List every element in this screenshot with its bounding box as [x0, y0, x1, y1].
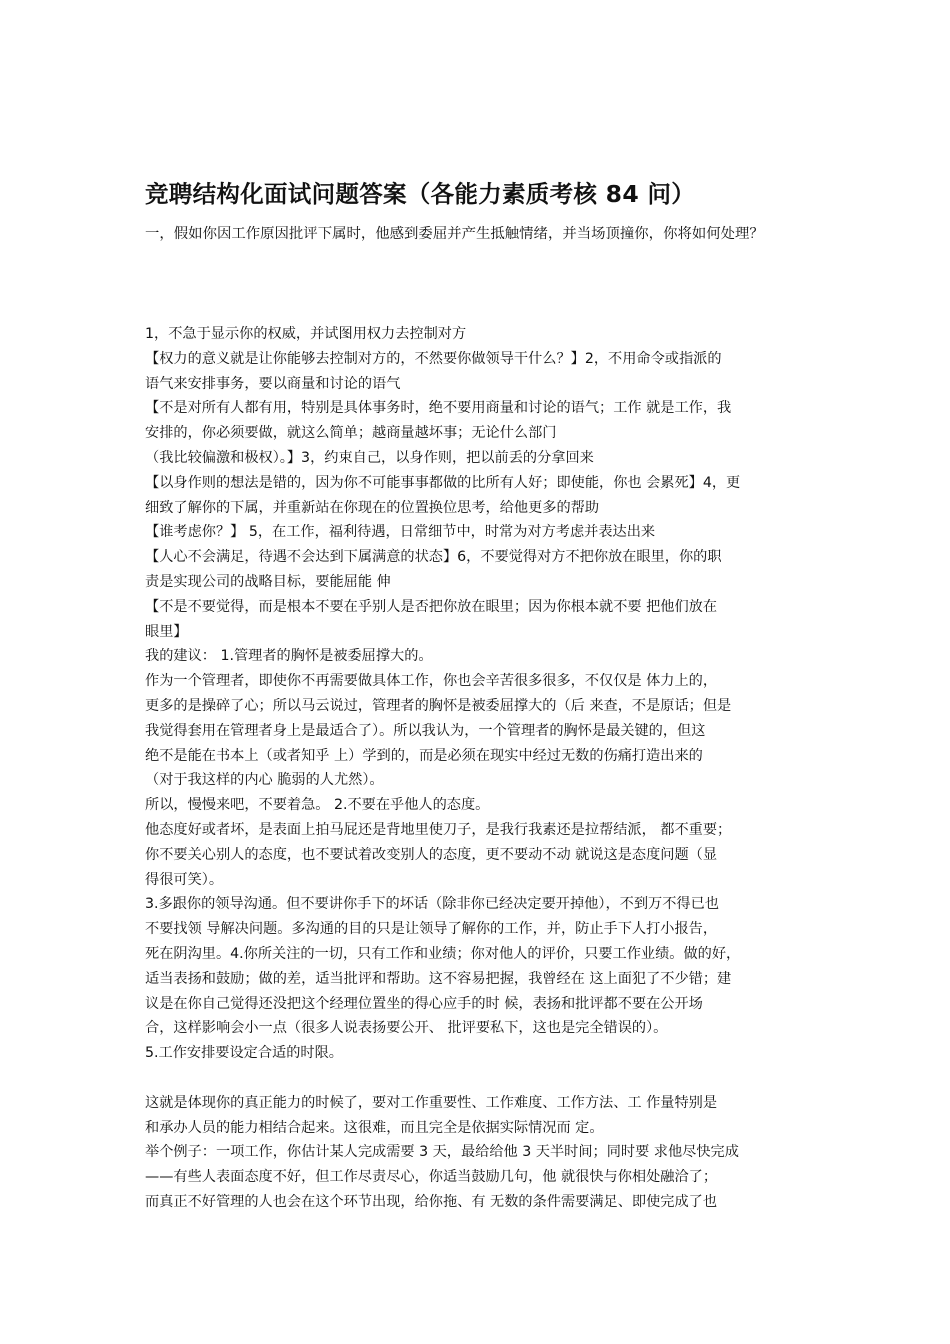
body-line: 他态度好或者坏，是表面上拍马屁还是背地里使刀子，是我行我素还是拉帮结派， 都不重要；: [145, 821, 732, 838]
body-line: 不要找领 导解决问题。多沟通的目的只是让领导了解你的工作，并，防止手下人打小报告，: [145, 921, 718, 938]
body-line: 眼里】: [145, 623, 188, 640]
question-text: 一，假如你因工作原因批评下属时，他感到委屈并产生抵触情绪，并当场顶撞你，你将如何处理？: [145, 226, 764, 242]
body-line: 你不要关心别人的态度，也不要试着改变别人的态度，更不要动不动 就说这是态度问题（显: [145, 846, 718, 863]
body-line: 死在阴沟里。4.你所关注的一切，只有工作和业绩；你对他人的评价，只要工作业绩。做的好，: [145, 945, 741, 962]
body-line: 得很可笑）。: [145, 871, 224, 888]
body-line: 安排的，你必须要做，就这么简单；越商量越坏事；无论什么部门: [145, 425, 557, 442]
body-line: 所以，慢慢来吧，不要着急。 2.不要在乎他人的态度。: [145, 797, 490, 814]
body-line: 5.工作安排要设定合适的时限。: [145, 1045, 343, 1062]
answer-body: [145, 322, 815, 1215]
body-line: 绝不是能在书本上（或者知乎 上）学到的，而是必须在现实中经过无数的伤痛打造出来的: [145, 747, 703, 764]
document-title: 竞聘结构化面试问题答案（各能力素质考核 84 问）: [145, 180, 696, 208]
body-line: 举个例子：一项工作，你估计某人完成需要 3 天，最给给他 3 天半时间；同时要 求他尽快完成: [145, 1144, 739, 1161]
body-line: 这就是体现你的真正能力的时候了，要对工作重要性、工作难度、工作方法、工 作量特别是: [145, 1094, 718, 1111]
body-line: 更多的是操碎了心；所以马云说过，管理者的胸怀是被委屈撑大的（后 来查，不是原话；但是: [145, 697, 732, 714]
body-line: 【以身作则的想法是错的，因为你不可能事事都做的比所有人好；即使能，你也 会累死】4，更: [145, 474, 741, 491]
body-line: 作为一个管理者，即使你不再需要做具体工作，你也会辛苦很多很多，不仅仅是 体力上的，: [145, 673, 718, 690]
body-line: 我觉得套用在管理者身上是最适合了）。所以我认为，一个管理者的胸怀是最关键的，但这: [145, 722, 706, 739]
body-line: ——有些人表面态度不好，但工作尽责尽心，你适当鼓励几句，他 就很快与你相处融洽了；: [145, 1169, 718, 1186]
body-line: 我的建议： 1.管理者的胸怀是被委屈撑大的。: [145, 648, 433, 665]
blank-line: [145, 1066, 815, 1091]
body-line: 【不是不要觉得，而是根本不要在乎别人是否把你放在眼里；因为你根本就不要 把他们放在: [145, 598, 718, 615]
body-line: 细致了解你的下属，并重新站在你现在的位置换位思考，给他更多的帮助: [145, 499, 600, 516]
body-line: （对于我这样的内心 脆弱的人尤然）。: [145, 772, 384, 789]
body-line: 3.多跟你的领导沟通。但不要讲你手下的坏话（除非你已经决定要开掉他），不到万不得已也: [145, 896, 719, 913]
body-line: 合，这样影响会小一点（很多人说表扬要公开、 批评要私下，这也是完全错误的）。: [145, 1020, 668, 1037]
body-line: 【不是对所有人都有用，特别是具体事务时，绝不要用商量和讨论的语气；工作 就是工作，我: [145, 400, 732, 417]
body-line: 语气来安排事务，要以商量和讨论的语气: [145, 375, 401, 392]
body-line: 【谁考虑你？】 5，在工作，福利待遇，日常细节中，时常为对方考虑并表达出来: [145, 524, 656, 541]
body-line: 和承办人员的能力相结合起来。这很难，而且完全是依据实际情况而 定。: [145, 1119, 604, 1136]
body-line: 【权力的意义就是让你能够去控制对方的，不然要你做领导干什么？】2，不用命令或指派的: [145, 350, 722, 367]
body-line: 议是在你自己觉得还没把这个经理位置坐的得心应手的时 候，表扬和批评都不要在公开场: [145, 995, 703, 1012]
body-line: 而真正不好管理的人也会在这个环节出现，给你拖、有 无数的条件需要满足、即使完成了也: [145, 1193, 718, 1210]
body-line: 【人心不会满足，待遇不会达到下属满意的状态】6，不要觉得对方不把你放在眼里，你的职: [145, 549, 722, 566]
body-line: （我比较偏激和极权）。】3，约束自己，以身作则，把以前丢的分拿回来: [145, 449, 594, 466]
body-line: 责是实现公司的战略目标，要能屈能 伸: [145, 573, 391, 590]
body-line: 适当表扬和鼓励；做的差，适当批评和帮助。这不容易把握，我曾经在 这上面犯了不少错；建: [145, 970, 732, 987]
body-line: 1，不急于显示你的权威，并试图用权力去控制对方: [145, 326, 467, 342]
